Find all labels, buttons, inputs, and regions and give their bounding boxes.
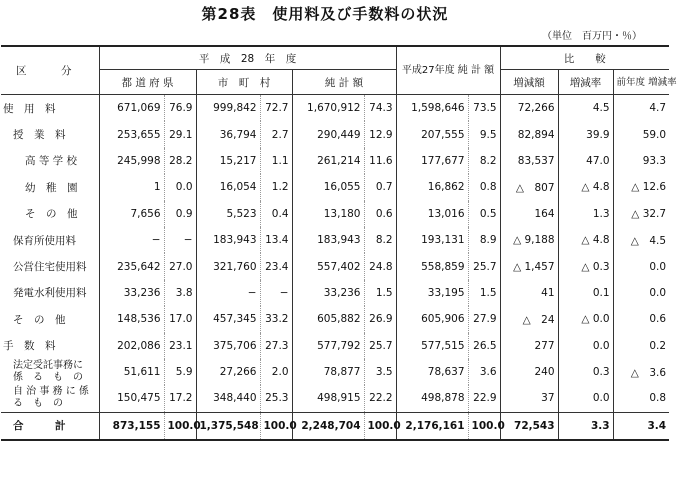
cell-pr: 0.0 [613,253,669,279]
header-zougenritsu: 増減率 [558,70,613,95]
cell-v1: 253,655 [99,121,164,147]
cell-v1: 150,475 [99,385,164,412]
cell-v2: 999,842 [196,95,260,122]
row-label: 公営住宅使用料 [13,261,87,274]
cell-r: △ 4.8 [558,174,613,200]
cell-v3: 605,882 [292,306,364,332]
cell-v4: 13,016 [396,201,468,227]
header-junkei: 純 計 額 [292,70,396,95]
cell-v3: 78,877 [292,359,364,385]
cell-p1: 100.0 [164,412,196,440]
cell-r: 0.0 [558,333,613,359]
cell-pr: △ 32.7 [613,201,669,227]
cell-p4: 3.6 [468,359,500,385]
cell-d: △ 807 [500,174,558,200]
cell-v2: 321,760 [196,253,260,279]
page-title: 第28表 使用料及び手数料の状況 [201,5,449,23]
cell-pr: 0.8 [613,385,669,412]
row-label: 発電水利使用料 [13,287,87,300]
cell-p2: 25.3 [260,385,292,412]
cell-p1: 23.1 [164,333,196,359]
cell-v2: 5,523 [196,201,260,227]
cell-v4: 558,859 [396,253,468,279]
cell-p4: 100.0 [468,412,500,440]
cell-d: 72,266 [500,95,558,122]
cell-v1: − [99,227,164,253]
cell-p4: 8.9 [468,227,500,253]
cell-p4: 0.8 [468,174,500,200]
cell-d: △ 9,188 [500,227,558,253]
cell-v3: 1,670,912 [292,95,364,122]
cell-d: 240 [500,359,558,385]
cell-v2: 1,375,548 [196,412,260,440]
cell-p2: − [260,280,292,306]
row-label: そ の 他 [25,208,78,221]
row-label: 法定受託事務に 係 る も の [13,360,83,384]
cell-d: 41 [500,280,558,306]
cell-p3: 100.0 [364,412,396,440]
cell-p4: 25.7 [468,253,500,279]
table-row [1,227,669,253]
cell-r: △ 4.8 [558,227,613,253]
cell-p1: 17.0 [164,306,196,332]
cell-pr: △ 4.5 [613,227,669,253]
header-zougen: 増減額 [500,70,558,95]
header-hikaku: 比 較 [500,46,669,70]
cell-p3: 24.8 [364,253,396,279]
cell-v2: 16,054 [196,174,260,200]
cell-p3: 1.5 [364,280,396,306]
cell-v1: 51,611 [99,359,164,385]
cell-p2: 1.2 [260,174,292,200]
cell-v4: 207,555 [396,121,468,147]
row-label: 合 計 [1,412,99,440]
cell-v1: 245,998 [99,148,164,174]
cell-v1: 148,536 [99,306,164,332]
cell-v1: 1 [99,174,164,200]
cell-v2: − [196,280,260,306]
header-h27: 平成27年度 純 計 額 [396,46,500,95]
cell-v4: 16,862 [396,174,468,200]
cell-p4: 26.5 [468,333,500,359]
cell-v4: 1,598,646 [396,95,468,122]
row-label: 手 数 料 [3,340,56,353]
cell-v4: 193,131 [396,227,468,253]
table-row [1,148,669,174]
cell-p1: 0.9 [164,201,196,227]
cell-p2: 33.2 [260,306,292,332]
cell-d: 83,537 [500,148,558,174]
cell-r: 4.5 [558,95,613,122]
cell-r: 39.9 [558,121,613,147]
header-zennendo: 前年度 増減率 [613,70,669,95]
cell-r: △ 0.0 [558,306,613,332]
cell-r: 1.3 [558,201,613,227]
cell-p3: 0.7 [364,174,396,200]
cell-v1: 671,069 [99,95,164,122]
cell-p1: 0.0 [164,174,196,200]
cell-r: △ 0.3 [558,253,613,279]
cell-p1: 5.9 [164,359,196,385]
cell-p2: 13.4 [260,227,292,253]
table-row [1,201,669,227]
row-label: 幼 稚 園 [25,181,78,194]
cell-v4: 33,195 [396,280,468,306]
cell-p3: 74.3 [364,95,396,122]
row-label: 使 用 料 [3,102,56,115]
cell-p3: 22.2 [364,385,396,412]
fee-table [1,45,677,441]
cell-p3: 25.7 [364,333,396,359]
cell-v4: 577,515 [396,333,468,359]
cell-p1: 29.1 [164,121,196,147]
cell-p3: 26.9 [364,306,396,332]
cell-v2: 15,217 [196,148,260,174]
cell-v3: 13,180 [292,201,364,227]
cell-p4: 9.5 [468,121,500,147]
cell-pr: 3.4 [613,412,669,440]
cell-d: 72,543 [500,412,558,440]
cell-pr: 93.3 [613,148,669,174]
cell-p3: 12.9 [364,121,396,147]
cell-v3: 16,055 [292,174,364,200]
cell-d: 37 [500,385,558,412]
header-kubun: 区 分 [1,46,99,95]
cell-v4: 605,906 [396,306,468,332]
cell-v2: 375,706 [196,333,260,359]
cell-v1: 873,155 [99,412,164,440]
cell-p2: 2.0 [260,359,292,385]
cell-p1: − [164,227,196,253]
cell-p1: 27.0 [164,253,196,279]
table-row [1,333,669,359]
cell-p1: 17.2 [164,385,196,412]
cell-v2: 27,266 [196,359,260,385]
cell-v3: 498,915 [292,385,364,412]
cell-v3: 261,214 [292,148,364,174]
cell-p2: 100.0 [260,412,292,440]
cell-pr: 0.0 [613,280,669,306]
cell-p3: 3.5 [364,359,396,385]
cell-d: 277 [500,333,558,359]
cell-p2: 72.7 [260,95,292,122]
cell-d: △ 1,457 [500,253,558,279]
table-row [1,174,669,200]
cell-p3: 0.6 [364,201,396,227]
cell-v2: 183,943 [196,227,260,253]
cell-p4: 27.9 [468,306,500,332]
cell-v3: 577,792 [292,333,364,359]
table-row [1,121,669,147]
cell-p3: 8.2 [364,227,396,253]
cell-r: 0.0 [558,385,613,412]
table-row [1,385,669,412]
table-row [1,95,669,122]
cell-v3: 33,236 [292,280,364,306]
cell-p2: 1.1 [260,148,292,174]
cell-v1: 202,086 [99,333,164,359]
header-todofuken: 都 道 府 県 [99,70,196,95]
table-row [1,359,669,385]
cell-p3: 11.6 [364,148,396,174]
cell-d: 82,894 [500,121,558,147]
row-label: 高 等 学 校 [25,155,78,168]
cell-v2: 36,794 [196,121,260,147]
cell-p2: 2.7 [260,121,292,147]
cell-pr: △ 12.6 [613,174,669,200]
cell-v3: 183,943 [292,227,364,253]
cell-p2: 0.4 [260,201,292,227]
cell-p2: 23.4 [260,253,292,279]
row-label: 自 治 事 務 に 係 る も の [13,386,99,410]
cell-p1: 76.9 [164,95,196,122]
cell-p4: 0.5 [468,201,500,227]
cell-pr: △ 3.6 [613,359,669,385]
table-row [1,412,669,440]
header-shichoson: 市 町 村 [196,70,292,95]
cell-r: 0.3 [558,359,613,385]
cell-r: 0.1 [558,280,613,306]
unit-note: （単位 百万円・％） [542,31,642,42]
cell-pr: 0.2 [613,333,669,359]
cell-v4: 177,677 [396,148,468,174]
cell-p1: 3.8 [164,280,196,306]
cell-p4: 8.2 [468,148,500,174]
cell-p4: 73.5 [468,95,500,122]
cell-v4: 78,637 [396,359,468,385]
cell-pr: 0.6 [613,306,669,332]
cell-p1: 28.2 [164,148,196,174]
header-h28: 平 成 28 年 度 [99,46,396,70]
cell-v1: 235,642 [99,253,164,279]
cell-pr: 59.0 [613,121,669,147]
cell-v2: 457,345 [196,306,260,332]
cell-v4: 2,176,161 [396,412,468,440]
table-row [1,306,669,332]
cell-d: 164 [500,201,558,227]
cell-d: △ 24 [500,306,558,332]
cell-r: 47.0 [558,148,613,174]
cell-pr: 4.7 [613,95,669,122]
row-label: そ の 他 [13,313,66,326]
cell-v1: 33,236 [99,280,164,306]
cell-p4: 22.9 [468,385,500,412]
row-label: 保育所使用料 [13,234,76,247]
cell-v3: 2,248,704 [292,412,364,440]
table-row [1,280,669,306]
cell-v1: 7,656 [99,201,164,227]
table-row [1,253,669,279]
cell-p2: 27.3 [260,333,292,359]
cell-p4: 1.5 [468,280,500,306]
cell-v4: 498,878 [396,385,468,412]
row-label: 授 業 料 [13,129,66,142]
cell-v3: 557,402 [292,253,364,279]
cell-v3: 290,449 [292,121,364,147]
cell-r: 3.3 [558,412,613,440]
cell-v2: 348,440 [196,385,260,412]
